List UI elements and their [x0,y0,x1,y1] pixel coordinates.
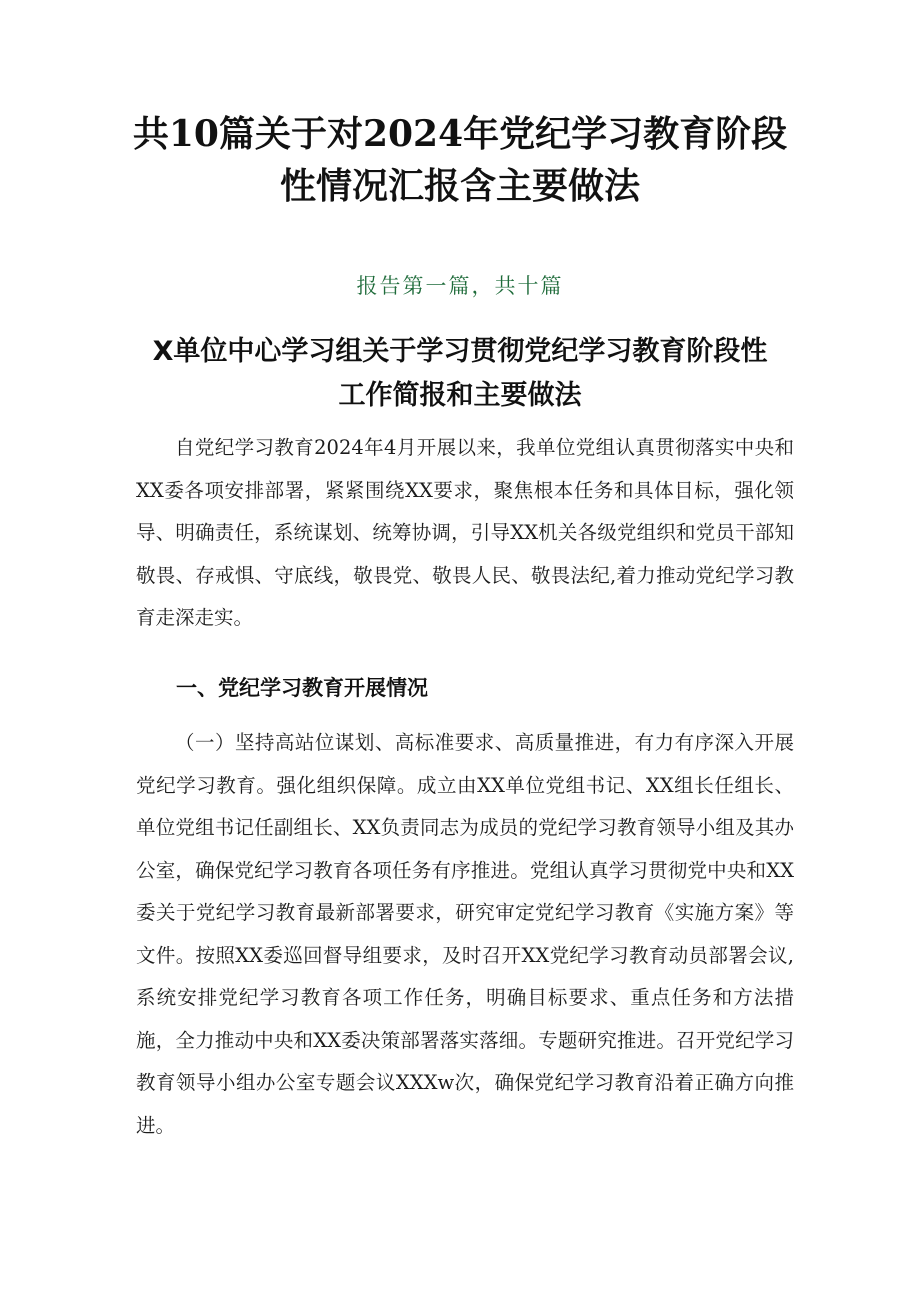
document-title [120,108,800,212]
report-title-line-1: X单位中心学习组关于学习贯彻党纪学习教育阶段性 [152,336,768,367]
report-subtitle: 报告第一篇，共十篇 [356,274,564,298]
section-heading-1: 一、党纪学习教育开展情况 [176,676,428,700]
section-1-paragraph: （一）坚持高站位谋划、高标准要求、高质量推进，有力有序深入开展党纪学习教育。强化组织保障。成立由XX单位党组书记、XX组长任组长、单位党组书记任副组长、XX负责同志为成员的党纪学习教育领导小组及其办公室，确保党纪学习教育各项任务有序推进。党组认真学习贯彻党中央和XX委关于党纪学习教育最新部署要求，研究审定党纪学习教育《实施方案》等文件。按照XX委巡回督导组要求，及时召开XX党纪学习教育动员部署会议,系统安排党纪学习教育各项工作任务，明确目标要求、重点任务和方法措施，全力推动中央和XX委决策部署落实落细。专题研究推进。召开党纪学习教育领导小组办公室专题会议XXXw次，确保党纪学习教育沿着正确方向推进。 [136,731,794,1137]
document-title-line-2: 性情况汇报含主要做法 [279,165,640,207]
intro-paragraph: 自党纪学习教育2024年4月开展以来，我单位党组认真贯彻落实中央和XX委各项安排部署，紧紧围绕XX要求，聚焦根本任务和具体目标，强化领导、明确责任，系统谋划、统筹协调，引导XX机关各级党组织和党员干部知敬畏、存戒惧、守底线，敬畏党、敬畏人民、敬畏法纪,着力推动党纪学习教育走深走实。 [136,436,794,629]
report-title [120,330,800,418]
document-title-line-1: 共10篇关于对2024年党纪学习教育阶段 [132,113,788,155]
report-title-line-2: 工作简报和主要做法 [338,380,582,411]
